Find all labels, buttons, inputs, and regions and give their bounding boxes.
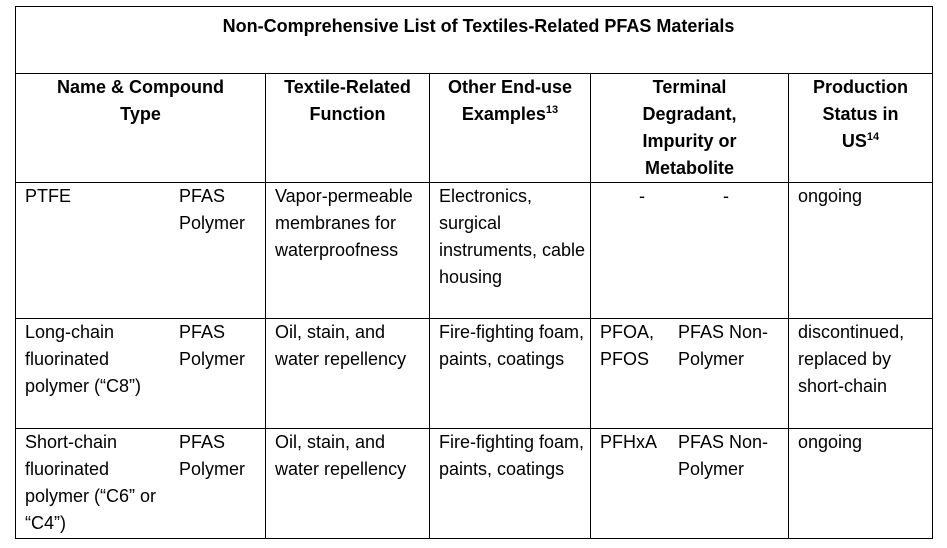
- pfas-materials-table: [15, 6, 933, 539]
- header-status-label: Production Status in US: [813, 77, 908, 151]
- terminal-name: PFOA, PFOS: [600, 322, 655, 369]
- table-row: [16, 319, 933, 429]
- compound-name: Long-chain fluorinated polymer (“C8”): [25, 322, 142, 396]
- header-terminal: Terminal Degradant, Impurity or Metabolite: [591, 74, 789, 183]
- table-title-row: [16, 7, 933, 74]
- terminal-type: PFAS Non-Polymer: [678, 432, 769, 479]
- cell-terminal: [591, 319, 789, 429]
- cell-name: [16, 183, 266, 319]
- terminal-type: PFAS Non-Polymer: [678, 322, 769, 369]
- cell-status: ongoing: [789, 429, 933, 539]
- header-other-footnote: 13: [545, 104, 559, 116]
- header-other-label: Other End-use Examples: [447, 77, 572, 124]
- header-status: [789, 74, 933, 183]
- compound-type: PFAS Polymer: [179, 322, 246, 369]
- cell-terminal: [591, 183, 789, 319]
- table-row: [16, 429, 933, 539]
- header-status-footnote: 14: [866, 131, 880, 143]
- compound-name: PTFE: [25, 186, 72, 206]
- cell-other: Electronics, surgical instruments, cable housing: [430, 183, 591, 319]
- compound-type: PFAS Polymer: [179, 186, 246, 233]
- terminal-name: -: [639, 186, 645, 206]
- compound-name: Short-chain fluorinated polymer (“C6” or “C4”): [25, 432, 157, 533]
- table-header-row: [16, 74, 933, 183]
- cell-function: Oil, stain, and water repellency: [266, 429, 430, 539]
- header-name: Name & Compound Type: [16, 74, 266, 183]
- cell-other: Fire-fighting foam, paints, coatings: [430, 429, 591, 539]
- cell-terminal: [591, 429, 789, 539]
- compound-type: PFAS Polymer: [179, 432, 246, 479]
- header-other: [430, 74, 591, 183]
- cell-name: [16, 429, 266, 539]
- terminal-name: PFHxA: [600, 432, 658, 452]
- cell-status: discontinued, replaced by short-chain: [789, 319, 933, 429]
- table-row: [16, 183, 933, 319]
- cell-status: ongoing: [789, 183, 933, 319]
- table-title: Non-Comprehensive List of Textiles-Related PFAS Materials: [16, 7, 933, 74]
- terminal-type: -: [723, 186, 729, 206]
- cell-other: Fire-fighting foam, paints, coatings: [430, 319, 591, 429]
- cell-function: Vapor-permeable membranes for waterproofness: [266, 183, 430, 319]
- cell-function: Oil, stain, and water repellency: [266, 319, 430, 429]
- header-function: Textile-Related Function: [266, 74, 430, 183]
- cell-name: [16, 319, 266, 429]
